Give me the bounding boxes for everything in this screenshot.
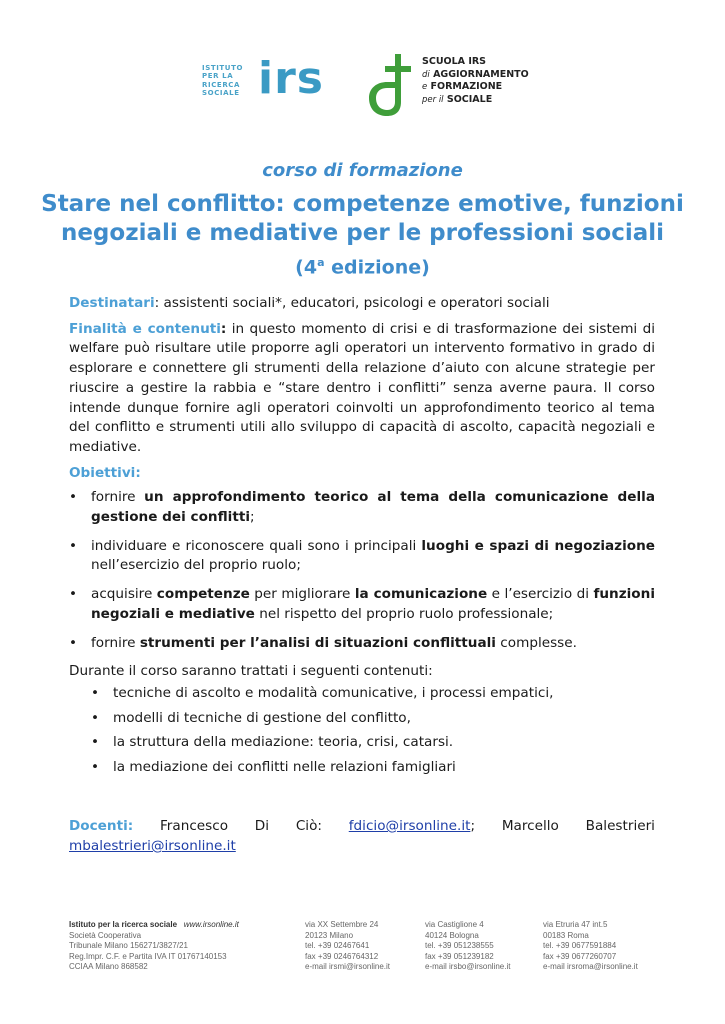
item-text: individuare e riconoscere quali sono i principali [91, 537, 422, 554]
item-bold: strumenti per l’analisi di situazioni conflittuali [139, 634, 496, 651]
list-item [69, 585, 655, 624]
irs-small-line: ISTITUTO [202, 64, 244, 72]
item-text: fornire [91, 634, 140, 651]
footer-line: 20123 Milano [305, 930, 354, 940]
footer-line: Reg.Impr. C.F. e Partita IVA IT 01767140153 [69, 951, 227, 961]
item-text: acquisire [91, 586, 157, 603]
item-bold: la comunicazione [354, 586, 488, 603]
footer-line: Società Cooperativa [69, 930, 142, 940]
list-item [69, 634, 655, 654]
item-bold: un approfondimento teorico al tema della comunicazione della gestione dei conflitti [91, 489, 655, 526]
item-text: complesse. [495, 634, 577, 651]
footer-line: tel. +39 051238555 [425, 941, 494, 950]
obiettivi-label: Obiettivi: [69, 464, 141, 481]
destinatari-paragraph [69, 294, 655, 314]
footer-col-roma [543, 920, 663, 973]
list-item [69, 537, 655, 576]
footer-line: Tribunale Milano 156271/3827/21 [69, 941, 188, 950]
irs-small-text [202, 64, 243, 97]
irs-logo: irs [258, 53, 324, 104]
footer-line: fax +39 051239182 [425, 951, 494, 961]
footer-col-bologna [425, 920, 540, 973]
scuola-logo-text [422, 56, 529, 106]
item-text: nel rispetto del proprio ruolo professionale; [254, 605, 554, 622]
scuola-line [422, 94, 529, 107]
destinatari-text: : assistenti sociali*, educatori, psicologi e operatori sociali [154, 295, 550, 311]
footer-line: via XX Settembre 24 [305, 920, 379, 929]
finalita-label: Finalità e contenuti [69, 320, 221, 337]
scuola-line: SCUOLA IRS [422, 56, 487, 67]
finalita-colon: : [220, 320, 227, 337]
finalita-paragraph [69, 320, 655, 458]
course-type: corso di formazione [262, 160, 463, 181]
obiettivi-heading [69, 464, 655, 484]
footer-line: via Castiglione 4 [425, 920, 484, 929]
docenti-row [69, 816, 655, 836]
scuola-line-word: AGGIORNAMENTO [433, 68, 529, 80]
scuola-line-prefix: di [422, 69, 430, 80]
email-link-mbalestrieri[interactable]: mbalestrieri@irsonline.it [69, 838, 236, 854]
email-link-fdicio[interactable]: fdicio@irsonline.it [348, 818, 471, 834]
docente-name: Di [254, 818, 270, 834]
docenti-section [69, 816, 655, 856]
docente-name: Ciò: [295, 818, 322, 834]
item-text: ; [249, 509, 255, 526]
footer-line: 40124 Bologna [425, 930, 479, 940]
footer-heading-row [69, 920, 299, 931]
irs-small-line: SOCIALE [202, 88, 240, 97]
contenuti-list [91, 684, 655, 778]
footer-line: via Etruria 47 int.5 [543, 920, 608, 929]
footer-heading: Istituto per la ricerca sociale [69, 920, 178, 929]
footer-website: www.irsonline.it [183, 920, 239, 929]
item-bold: luoghi e spazi di negoziazione [421, 537, 655, 554]
footer-line: e-mail irsroma@irsonline.it [543, 962, 638, 971]
email1-wrap [349, 816, 475, 836]
main-content [69, 294, 655, 783]
edition-pre: (4 [295, 256, 318, 279]
logos [200, 48, 530, 128]
list-item: • modelli di tecniche di gestione del conflitto, [91, 709, 655, 729]
scuola-line-prefix: per il [422, 94, 444, 105]
list-item: • la struttura della mediazione: teoria, crisi, catarsi. [91, 733, 655, 753]
scuola-line-prefix: e [422, 82, 428, 92]
footer-col-milano [305, 920, 420, 973]
destinatari-label: Destinatari [69, 295, 155, 311]
docenti-label: Docenti: [69, 818, 134, 834]
edition-sup: a [317, 256, 325, 269]
scuola-line-word: FORMAZIONE [430, 81, 503, 92]
scuola-line-word: SOCIALE [446, 93, 493, 105]
course-title: Stare nel conflitto: competenze emotive, funzioni negoziali e mediative per le professioni sociali [41, 191, 684, 246]
item-text: fornire [91, 489, 145, 506]
scuola-logo-mark-icon [365, 52, 415, 118]
item-bold: funzioni negoziali e mediative [91, 586, 655, 622]
docente-name: Francesco [159, 818, 229, 834]
separator: ; [470, 818, 476, 834]
edition-post: edizione) [324, 256, 430, 279]
docenti-row-2 [69, 836, 655, 856]
finalita-text: in questo momento di crisi e di trasformazione dei sistemi di welfare può risultare utile proporre agli operatori un intervento formativo in grado di esplorare e connettere gli strumenti della relazione d’aiuto con alcune strategie per riuscire a gestire la rabbia e “stare dentro i conflitti” senza averne paura. Il corso intende dunque fornire agli operatori coinvolti un approfondimento teorico al tema del conflitto e strumenti utili allo sviluppo di capacità di ascolto, capacità negoziali e mediative. [69, 320, 655, 455]
item-bold: competenze [156, 586, 250, 603]
list-item: • tecniche di ascolto e modalità comunicative, i processi empatici, [91, 684, 655, 704]
item-text: per migliorare [249, 586, 355, 603]
footer-line: 00183 Roma [543, 930, 589, 940]
footer-line: e-mail irsbo@irsonline.it [425, 962, 511, 971]
docente-name: Marcello [501, 818, 559, 834]
irs-small-line: RICERCA [202, 80, 241, 89]
obiettivi-list [69, 488, 655, 653]
irs-small-line: PER LA [202, 72, 234, 81]
footer-line: tel. +39 0677591884 [543, 941, 617, 950]
contenuti-intro: Durante il corso saranno trattati i seguenti contenuti: [69, 663, 433, 680]
footer-line: CCIAA Milano 868582 [69, 962, 148, 971]
footer-line: e-mail irsmi@irsonline.it [305, 962, 391, 971]
edition [0, 256, 725, 278]
scuola-line [422, 69, 529, 82]
list-item [69, 488, 655, 527]
footer-line: fax +39 0677260707 [543, 951, 617, 961]
footer-line: fax +39 0246764312 [305, 951, 379, 961]
item-text: nell’esercizio del proprio ruolo; [91, 557, 301, 574]
docente-name: Balestrieri [585, 818, 655, 834]
list-item: • la mediazione dei conflitti nelle relazioni famigliari [91, 758, 655, 778]
scuola-line [422, 81, 529, 94]
item-text: e l’esercizio di [487, 586, 594, 603]
footer-col-institute [69, 920, 299, 973]
footer-line: tel. +39 02467641 [305, 941, 370, 950]
